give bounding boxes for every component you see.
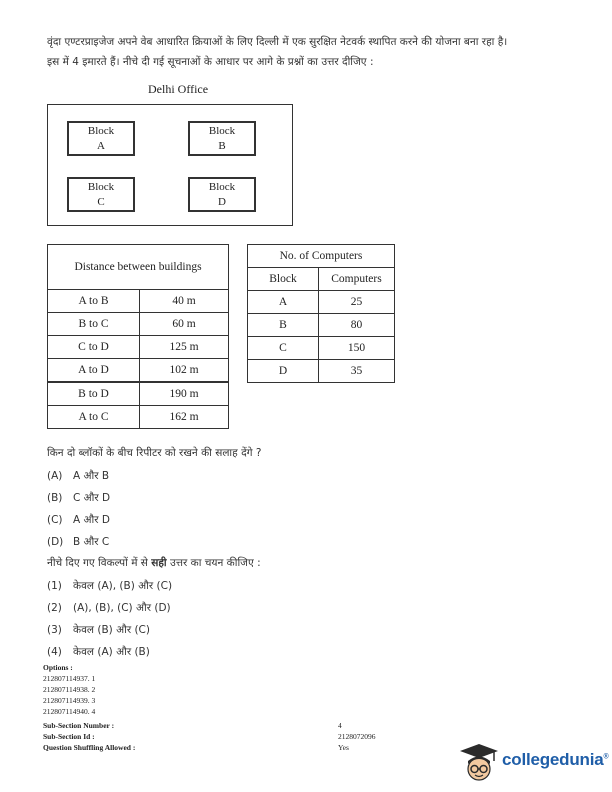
option-id-3: 212807114939. 3 (43, 696, 96, 705)
choice-c (47, 513, 110, 527)
choice-key: (D) (47, 536, 64, 548)
answer-option-1 (47, 579, 172, 593)
col-header-block: Block (248, 268, 319, 291)
computers-cell: 25 (319, 291, 395, 314)
block-c (67, 177, 135, 212)
choice-key: (C) (47, 514, 63, 526)
distance-cell: 60 m (140, 313, 229, 336)
table-row (48, 313, 229, 336)
block-a-letter: A (97, 139, 105, 152)
table-row (48, 336, 229, 359)
answer-text: केवल (A), (B) और (C) (73, 580, 173, 592)
choice-text: A और B (73, 470, 110, 482)
table-row (48, 359, 229, 383)
block-cell: A (248, 291, 319, 314)
pair-cell: A to C (48, 406, 140, 429)
computers-cell: 80 (319, 314, 395, 337)
choice-text: C और D (73, 492, 111, 504)
computers-cell: 35 (319, 360, 395, 383)
answer-key: (2) (47, 602, 62, 614)
diagram-title: Delhi Office (148, 82, 209, 96)
logo-wordmark: collegedunia (502, 750, 604, 769)
pair-cell: B to D (48, 382, 140, 406)
distance-cell: 40 m (140, 290, 229, 313)
block-d-word: Block (208, 180, 236, 193)
shuffle-value: Yes (338, 743, 349, 752)
block-b-letter: B (218, 139, 226, 152)
distance-cell: 162 m (140, 406, 229, 429)
distance-cell: 125 m (140, 336, 229, 359)
choice-text: A और D (73, 514, 110, 526)
block-a-word: Block (87, 124, 115, 137)
choice-text: B और C (73, 536, 110, 548)
option-id-1: 212807114937. 1 (43, 674, 96, 683)
pair-cell: A to B (48, 290, 140, 313)
block-b (188, 121, 256, 156)
options-label: Options : (43, 663, 73, 672)
choice-key: (B) (47, 492, 63, 504)
table-row (48, 382, 229, 406)
table-row (248, 291, 395, 314)
distance-cell: 102 m (140, 359, 229, 383)
col-header-computers: Computers (319, 268, 395, 291)
answer-text: केवल (B) और (C) (73, 624, 150, 636)
block-d (188, 177, 256, 212)
select-prompt-after: उत्तर का चयन कीजिए : (166, 557, 261, 569)
table-row (248, 314, 395, 337)
table-row (48, 406, 229, 429)
subsection-id-label: Sub-Section Id : (43, 732, 95, 741)
answer-text: केवल (A) और (B) (73, 646, 150, 658)
block-cell: C (248, 337, 319, 360)
intro-line-1: वृंदा एण्टरप्राइजेज अपने वेब आधारित क्रियाओं के लिए दिल्ली में एक सुरक्षित नेटवर्क स्थापित करने की योजना बना रहा है। (47, 36, 508, 48)
block-d-letter: D (218, 195, 226, 208)
block-cell: D (248, 360, 319, 383)
shuffle-label: Question Shuffling Allowed : (43, 743, 136, 752)
answer-key: (1) (47, 580, 62, 592)
block-c-letter: C (97, 195, 105, 208)
answer-text: (A), (B), (C) और (D) (73, 602, 171, 614)
graduate-icon (458, 742, 500, 784)
subsection-number-value: 4 (338, 721, 342, 730)
choice-b (47, 491, 110, 505)
block-c-word: Block (87, 180, 115, 193)
answer-option-3 (47, 623, 150, 637)
table-row (248, 360, 395, 383)
logo-text (502, 750, 608, 770)
logo-registered-mark: ® (603, 753, 609, 761)
answer-option-2 (47, 601, 171, 615)
select-prompt (47, 556, 261, 570)
option-id-4: 212807114940. 4 (43, 707, 96, 716)
option-id-2: 212807114938. 2 (43, 685, 96, 694)
answer-key: (3) (47, 624, 62, 636)
answer-option-4 (47, 645, 150, 659)
pair-cell: C to D (48, 336, 140, 359)
choice-a (47, 469, 109, 483)
choice-key: (A) (47, 470, 63, 482)
subsection-number-label: Sub-Section Number : (43, 721, 115, 730)
distance-table (47, 244, 229, 429)
pair-cell: A to D (48, 359, 140, 383)
answer-key: (4) (47, 646, 62, 658)
collegedunia-logo (458, 742, 608, 786)
select-prompt-bold: सही (151, 557, 167, 569)
subsection-id-value: 2128072096 (338, 732, 376, 741)
block-cell: B (248, 314, 319, 337)
distance-table-header: Distance between buildings (48, 245, 229, 290)
table-row (248, 337, 395, 360)
computers-table-title: No. of Computers (248, 245, 395, 268)
table-row (48, 290, 229, 313)
block-b-word: Block (208, 124, 236, 137)
distance-cell: 190 m (140, 382, 229, 406)
computers-cell: 150 (319, 337, 395, 360)
pair-cell: B to C (48, 313, 140, 336)
choice-d (47, 535, 109, 549)
select-prompt-before: नीचे दिए गए विकल्पों में से (47, 557, 152, 569)
block-a (67, 121, 135, 156)
question-text: किन दो ब्लॉकों के बीच रिपीटर को रखने की सलाह देंगे ? (47, 447, 262, 459)
computers-table (247, 244, 395, 383)
intro-line-2: इस में 4 इमारते हैं। नीचे दी गई सूचनाओं के आधार पर आगे के प्रश्नों का उत्तर दीजिए : (47, 56, 374, 68)
office-diagram (47, 104, 293, 226)
